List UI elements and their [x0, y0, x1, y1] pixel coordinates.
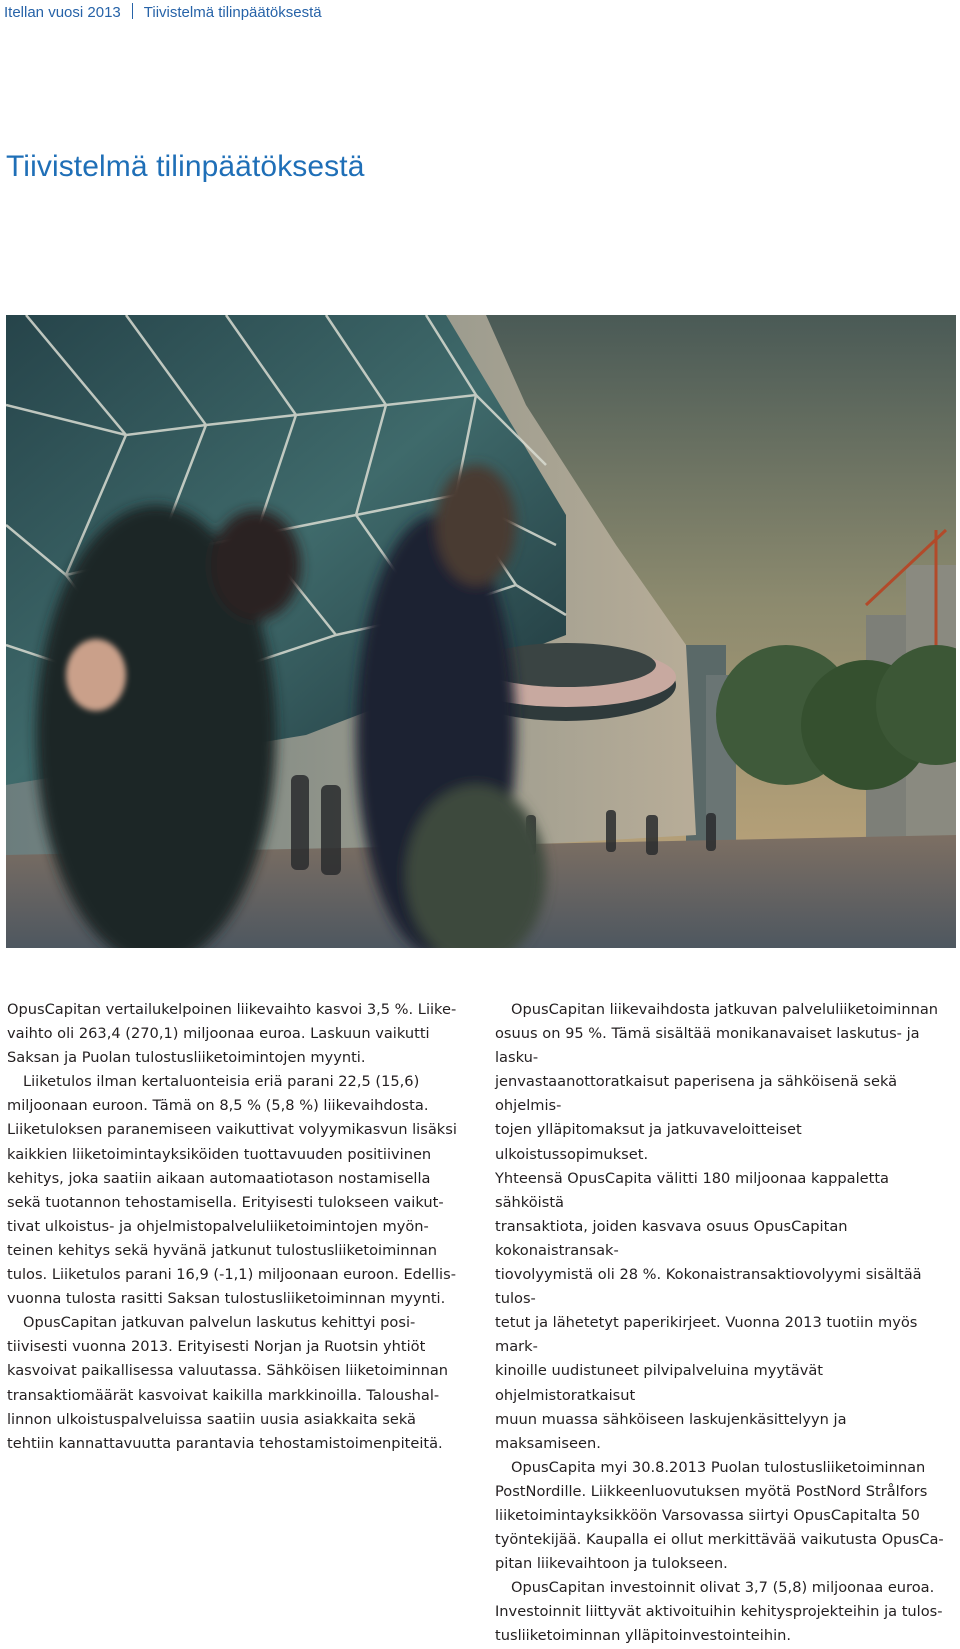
- running-header: [4, 3, 322, 21]
- right-line: transaktiota, joiden kasvava osuus OpusCapitan kokonaistransak-: [495, 1217, 848, 1259]
- left-line: tehtiin kannattavuutta parantavia tehostamistoimenpiteitä.: [7, 1434, 443, 1452]
- page-title: Tiivistelmä tilinpäätöksestä: [6, 150, 365, 183]
- right-line: Investoinnit liittyvät aktivoituihin kehitysprojekteihin ja tulos-: [495, 1603, 943, 1621]
- right-line: Yhteensä OpusCapita välitti 180 miljoonaa kappaletta sähköistä: [495, 1169, 889, 1211]
- left-text-column: [7, 998, 459, 1456]
- right-line: kinoille uudistuneet pilvipalveluina myytävät ohjelmistoratkaisut: [495, 1362, 824, 1404]
- left-line: kaikkien liiketoimintayksiköiden tuottavuuden positiivinen: [7, 1145, 432, 1163]
- right-line: liiketoimintayksikköön Varsovassa siirtyi OpusCapitalta 50: [495, 1506, 920, 1524]
- right-line: tetut ja lähetetyt paperikirjeet. Vuonna 2013 tuotiin myös mark-: [495, 1314, 918, 1356]
- right-line: tiovolyymistä oli 28 %. Kokonaistransaktiovolyymi sisältää tulos-: [495, 1266, 922, 1308]
- right-line: työntekijää. Kaupalla ei ollut merkittävää vaikutusta OpusCa-: [495, 1531, 944, 1549]
- left-line: tivat ulkoistus- ja ohjelmistopalveluliiketoimintojen myön-: [7, 1217, 429, 1235]
- left-line: Liiketulos ilman kertaluonteisia eriä parani 22,5 (15,6): [23, 1073, 420, 1091]
- left-line: kasvoivat paikallisessa valuutassa. Sähköisen liiketoiminnan: [7, 1362, 449, 1380]
- header-divider: [132, 3, 133, 19]
- left-line: teinen kehitys sekä hyvänä jatkunut tulostusliiketoiminnan: [7, 1241, 438, 1259]
- right-line: jenvastaanottoratkaisut paperisena ja sähköisenä sekä ohjelmis-: [495, 1073, 898, 1115]
- left-line: sekä tuotannon tehostamisella. Erityisesti tulokseen vaikut-: [7, 1193, 444, 1211]
- left-line: transaktiomäärät kasvoivat kaikilla markkinoilla. Taloushal-: [7, 1386, 440, 1404]
- left-line: vuonna tulosta rasitti Saksan tulostusliiketoiminnan myynti.: [7, 1290, 446, 1308]
- left-line: Saksan ja Puolan tulostusliiketoimintojen myynti.: [7, 1049, 366, 1067]
- left-line: linnon ulkoistuspalveluissa saatiin uusia asiakkaita sekä: [7, 1410, 417, 1428]
- right-line: pitan liikevaihtoon ja tulokseen.: [495, 1555, 728, 1573]
- left-line: miljoonaan euroon. Tämä on 8,5 % (5,8 %) liikevaihdosta.: [7, 1097, 429, 1115]
- header-section: Itellan vuosi 2013: [4, 4, 121, 21]
- left-line: tulos. Liiketulos parani 16,9 (-1,1) miljoonaan euroon. Edellis-: [7, 1266, 456, 1284]
- right-line: tojen ylläpitomaksut ja jatkuvaveloitteiset ulkoistussopimukset.: [495, 1121, 802, 1163]
- right-text-column: [495, 998, 955, 1649]
- right-line: tusliiketoiminnan ylläpitoinvestointeihin.: [495, 1627, 792, 1645]
- right-line: OpusCapitan investoinnit olivat 3,7 (5,8) miljoonaa euroa.: [511, 1579, 935, 1597]
- left-line: kehitys, joka saatiin aikaan automaatiotason nostamisella: [7, 1169, 431, 1187]
- city-street-photo: [6, 315, 956, 948]
- right-line: muun muassa sähköiseen laskujenkäsittelyyn ja maksamiseen.: [495, 1410, 847, 1452]
- right-line: osuus on 95 %. Tämä sisältää monikanavaiset laskutus- ja lasku-: [495, 1025, 920, 1067]
- city-street-photo-icon: [6, 315, 956, 948]
- right-line: PostNordille. Liikkeenluovutuksen myötä PostNord Strålfors: [495, 1482, 928, 1500]
- left-line: vaihto oli 263,4 (270,1) miljoonaa euroa. Laskuun vaikutti: [7, 1025, 430, 1043]
- right-line: OpusCapitan liikevaihdosta jatkuvan palveluliiketoiminnan: [511, 1001, 939, 1018]
- left-line: Liiketuloksen paranemiseen vaikuttivat volyymikasvun lisäksi: [7, 1121, 457, 1139]
- left-line: tiivisesti vuonna 2013. Erityisesti Norjan ja Ruotsin yhtiöt: [7, 1338, 426, 1356]
- right-line: OpusCapita myi 30.8.2013 Puolan tulostusliiketoiminnan: [511, 1458, 926, 1476]
- left-line: OpusCapitan jatkuvan palvelun laskutus kehittyi posi-: [23, 1314, 416, 1332]
- header-chapter: Tiivistelmä tilinpäätöksestä: [143, 4, 322, 21]
- left-line: OpusCapitan vertailukelpoinen liikevaihto kasvoi 3,5 %. Liike-: [7, 1001, 457, 1018]
